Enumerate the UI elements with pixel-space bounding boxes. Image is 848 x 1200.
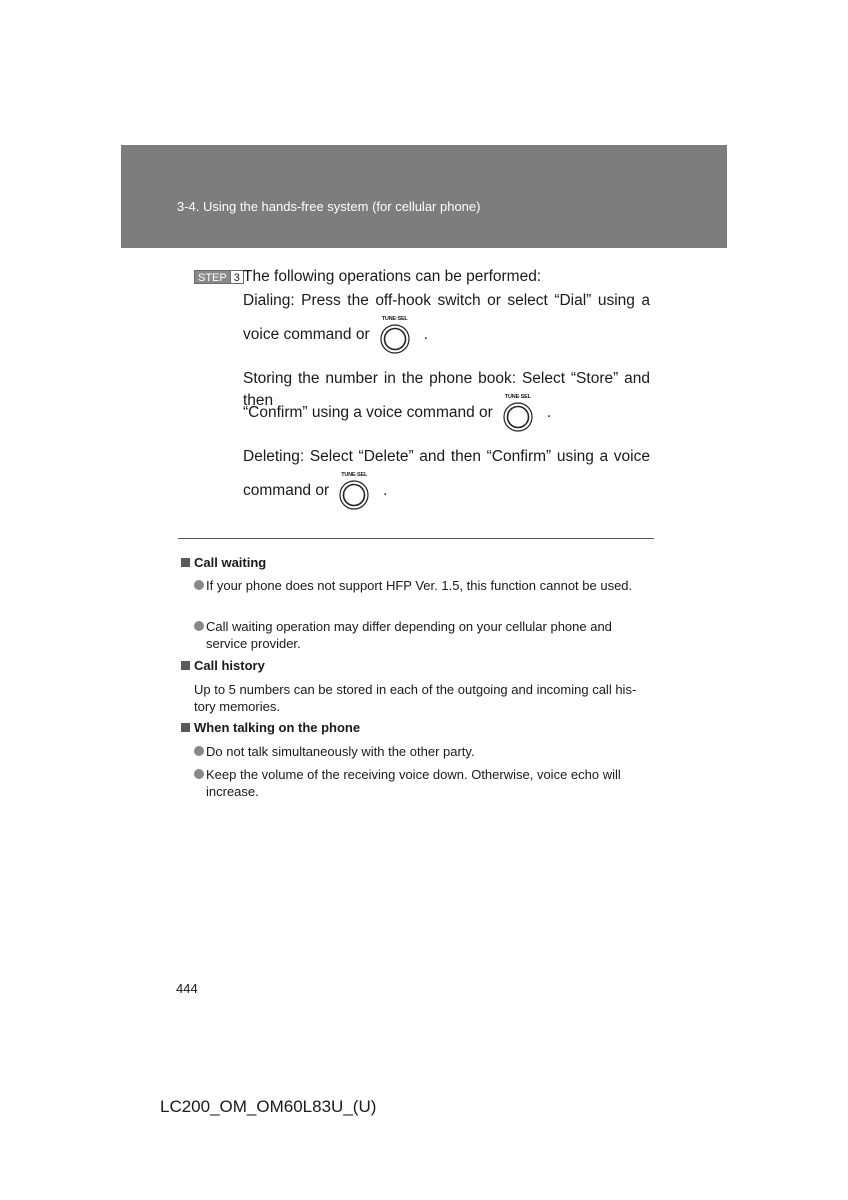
square-bullet-icon (181, 558, 190, 567)
list-item-text: If your phone does not support HFP Ver. 1.5, this function cannot be used. (206, 578, 633, 593)
tune-sel-knob-icon (501, 394, 535, 432)
square-bullet-icon (181, 723, 190, 732)
dialing-line-2-text: voice command or (243, 326, 370, 343)
round-bullet-icon (194, 580, 204, 590)
knob-label: TUNE·SEL (504, 394, 531, 400)
list-item-text: Do not talk simultaneously with the other party. (206, 744, 475, 759)
section-title: 3-4. Using the hands-free system (for cellular phone) (177, 199, 481, 214)
note-heading-text: Call history (194, 658, 265, 673)
step-badge-number: 3 (231, 270, 244, 284)
footer-code: LC200_OM_OM60L83U_(U) (160, 1097, 377, 1116)
step-badge (194, 270, 244, 284)
list-item-text: Keep the volume of the receiving voice down. Otherwise, voice echo will increase. (206, 767, 621, 799)
storing-line-2 (243, 394, 551, 432)
deleting-line-1: Deleting: Select “Delete” and then “Confirm” using a voice (243, 448, 650, 465)
knob-label: TUNE·SEL (341, 472, 368, 478)
list-item (194, 743, 641, 760)
storing-line-1: Storing the number in the phone book: Select “Store” and then (243, 370, 650, 409)
list-item (194, 577, 641, 594)
round-bullet-icon (194, 746, 204, 756)
note-heading-call-waiting (181, 555, 266, 570)
period: . (423, 326, 428, 343)
page-number: 444 (176, 981, 198, 996)
list-item-text: Call waiting operation may differ depending on your cellular phone and service provider. (206, 619, 612, 651)
dialing-line-1: Dialing: Press the off-hook switch or select “Dial” using a (243, 292, 650, 309)
deleting-line-2-text: command or (243, 482, 330, 499)
storing-line-2-text: “Confirm” using a voice command or (243, 404, 493, 421)
note-heading-talking (181, 720, 360, 735)
tune-sel-knob-icon (378, 316, 412, 354)
round-bullet-icon (194, 621, 204, 631)
call-history-text: Up to 5 numbers can be stored in each of the outgoing and incoming call his-tory memories. (194, 682, 637, 714)
tune-sel-knob-icon (337, 472, 371, 510)
divider (178, 538, 654, 539)
note-heading-text: Call waiting (194, 555, 267, 570)
dialing-line-2 (243, 316, 428, 354)
step-badge-word: STEP (194, 270, 231, 284)
round-bullet-icon (194, 769, 204, 779)
list-item (194, 766, 641, 800)
knob-label: TUNE·SEL (381, 316, 408, 322)
note-heading-text: When talking on the phone (194, 720, 361, 735)
list-item (194, 618, 641, 652)
note-heading-call-history (181, 658, 265, 673)
deleting-line-2 (243, 472, 387, 510)
period: . (546, 404, 552, 421)
step-intro: The following operations can be performed: (243, 268, 542, 285)
square-bullet-icon (181, 661, 190, 670)
section-header-band (121, 145, 727, 248)
period: . (383, 482, 388, 499)
